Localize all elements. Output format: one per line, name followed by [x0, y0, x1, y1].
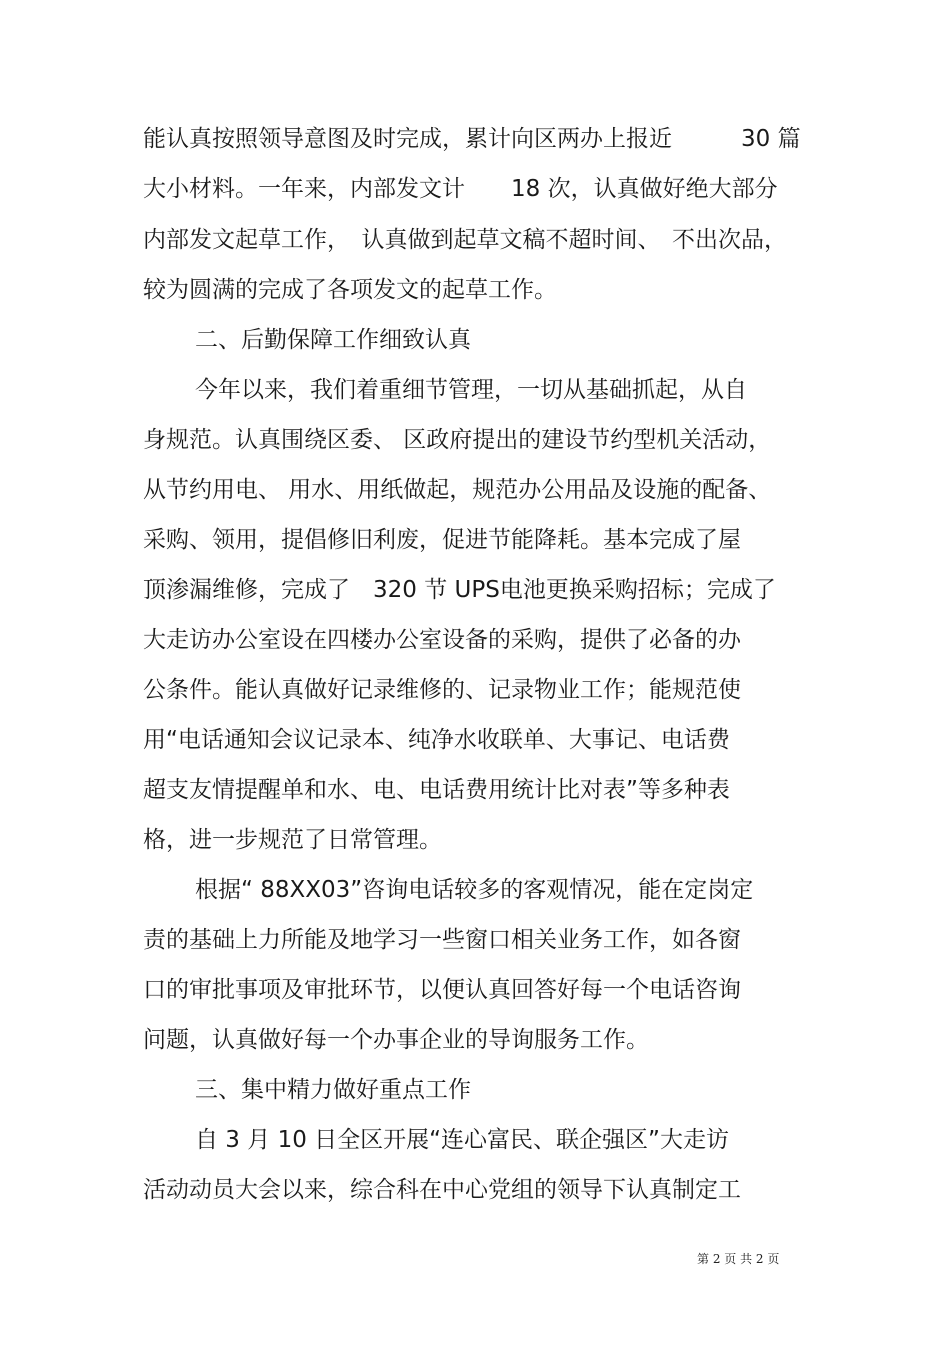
text-line: 口的审批事项及审批环节，以便认真回答好每一个电话咨询	[143, 977, 741, 1003]
text-line: 用“电话通知会议记录本、纯净水收联单、大事记、电话费	[143, 727, 730, 753]
text-line: 格，进一步规范了日常管理。	[143, 827, 442, 853]
text-line: 身规范。认真围绕区委、 区政府提出的建设节约型机关活动，	[143, 427, 772, 453]
text-line: 责的基础上力所能及地学习一些窗口相关业务工作，如各窗	[143, 927, 741, 953]
text-line: 大小材料。一年来，内部发文计 18 次，认真做好绝大部分	[143, 176, 778, 202]
text-line: 内部发文起草工作， 认真做到起草文稿不超时间、 不出次品，	[143, 227, 787, 253]
text-line: 根据“ 88XX03”咨询电话较多的客观情况，能在定岗定	[195, 877, 754, 903]
section-heading: 三、集中精力做好重点工作	[195, 1077, 471, 1103]
section-heading: 二、后勤保障工作细致认真	[195, 327, 471, 353]
text-line: 公条件。能认真做好记录维修的、记录物业工作；能规范使	[143, 677, 741, 703]
text-line: 今年以来，我们着重细节管理，一切从基础抓起，从自	[195, 377, 747, 403]
text-line: 大走访办公室设在四楼办公室设备的采购，提供了必备的办	[143, 627, 741, 653]
text-line: 问题，认真做好每一个办事企业的导询服务工作。	[143, 1027, 649, 1053]
text-line: 超支友情提醒单和水、电、电话费用统计比对表”等多种表	[143, 777, 730, 803]
text-line: 采购、领用，提倡修旧利废，促进节能降耗。基本完成了屋	[143, 527, 741, 553]
text-line: 较为圆满的完成了各项发文的起草工作。	[143, 277, 557, 303]
text-line: 从节约用电、 用水、用纸做起，规范办公用品及设施的配备、	[143, 477, 772, 503]
text-line: 自 3 月 10 日全区开展“连心富民、联企强区”大走访	[195, 1127, 729, 1153]
text-line: 能认真按照领导意图及时完成，累计向区两办上报近 30 篇	[143, 126, 801, 152]
page-number: 第 2 页 共 2 页	[697, 1252, 780, 1266]
text-line: 顶渗漏维修，完成了 320 节 UPS电池更换采购招标；完成了	[143, 577, 776, 603]
text-line: 活动动员大会以来，综合科在中心党组的领导下认真制定工	[143, 1177, 741, 1203]
